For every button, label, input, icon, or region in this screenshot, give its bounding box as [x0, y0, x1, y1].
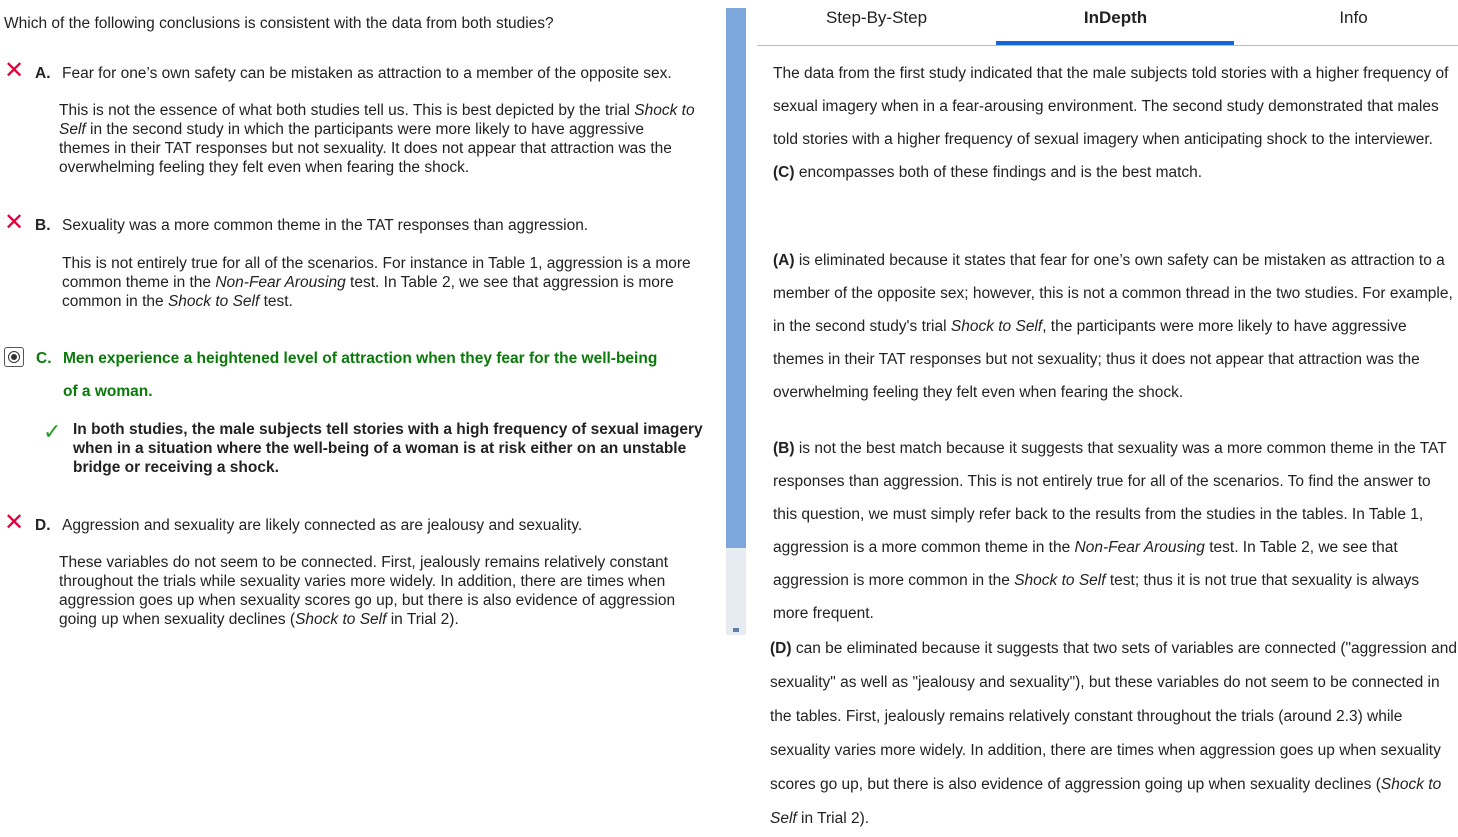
- option-b-explanation: This is not entirely true for all of the scenarios. For instance in Table 1, aggression is a more common theme in the Non-Fear Arousing test. In Table 2, we see that aggression is more common in the Shock to Self test.: [62, 255, 691, 310]
- option-b-letter: B.: [35, 217, 51, 234]
- option-c-letter: C.: [36, 350, 52, 367]
- indepth-paragraph-1: The data from the first study indicated that the male subjects told stories with a higher frequency of sexual imagery when in a fear-arousing environment. The second study demonstrated that males told stories with a higher frequency of sexual imagery when anticipating shock to the interviewer. (C) encompasses both of these findings and is the best match.: [773, 65, 1449, 181]
- option-d-text[interactable]: Aggression and sexuality are likely connected as are jealousy and sexuality.: [62, 517, 583, 534]
- question-panel: [0, 0, 722, 837]
- indepth-paragraph-2: (A) is eliminated because it states that fear for one’s own safety can be mistaken as attraction to a member of the opposite sex; however, this is not a common thread in the two studies. For example, in the second study's trial Shock to Self, the participants were more likely to have aggressive themes in their TAT responses but not sexuality; thus it does not appear that attraction was the overwhelming feeling they felt even when fearing the shock.: [773, 252, 1453, 401]
- checkmark-icon: ✓: [43, 420, 62, 445]
- option-a-text[interactable]: Fear for one’s own safety can be mistaken as attraction to a member of the opposite sex.: [62, 65, 672, 82]
- option-a-letter: A.: [35, 65, 51, 82]
- scroll-down-arrow-icon[interactable]: [733, 628, 739, 632]
- option-c-explanation: In both studies, the male subjects tell stories with a high frequency of sexual imagery when in a situation where the well-being of a woman is at risk either on an unstable bridge or receiving a shock.: [73, 421, 703, 476]
- scrollbar-thumb[interactable]: [726, 8, 746, 548]
- radio-selected-icon[interactable]: [4, 347, 24, 367]
- option-c-text-line1[interactable]: Men experience a heightened level of attraction when they fear for the well-being: [63, 350, 658, 367]
- question-text: Which of the following conclusions is consistent with the data from both studies?: [4, 15, 554, 32]
- tab-step-by-step[interactable]: Step-By-Step: [825, 8, 928, 27]
- radio-ring: [8, 351, 20, 363]
- option-d-letter: D.: [35, 517, 51, 534]
- x-icon: ✕: [4, 508, 25, 536]
- option-c-text-line2[interactable]: of a woman.: [63, 383, 153, 400]
- radio-dot: [11, 354, 17, 360]
- x-icon: ✕: [4, 56, 25, 84]
- x-icon: ✕: [4, 208, 25, 236]
- indepth-paragraph-3: (B) is not the best match because it suggests that sexuality was a more common theme in the TAT responses than aggression. This is not entirely true for all of the scenarios. To find the answer to this question, we must simply refer back to the results from the studies in the tables. In Table 1, aggression is a more common theme in the Non-Fear Arousing test. In Table 2, we see that aggression is more common in the Shock to Self test; thus it is not true that sexuality is always more frequent.: [773, 440, 1447, 622]
- indepth-paragraph-4: (D) can be eliminated because it suggests that two sets of variables are connected ("aggression and sexuality" as well as "jealousy and sexuality"), but these variables do not seem to be connected in the tables. First, jealously remains relatively constant throughout the trials (around 2.3) while sexuality varies more widely. In addition, there are times when aggression goes up when sexuality scores go up, but there is also evidence of aggression going up when sexuality declines (Shock to Self in Trial 2).: [770, 640, 1458, 827]
- option-b-text[interactable]: Sexuality was a more common theme in the TAT responses than aggression.: [62, 217, 589, 234]
- active-tab-indicator: [996, 41, 1234, 45]
- option-a-explanation: This is not the essence of what both studies tell us. This is best depicted by the trial Shock to Self in the second study in which the participants were more likely to have aggressive themes in their TAT responses but not sexuality. It does not appear that attraction was the overwhelming feeling they felt even when fearing the shock.: [59, 102, 695, 176]
- option-d-explanation: These variables do not seem to be connected. First, jealously remains relatively constant throughout the trials while sexuality varies more widely. In addition, there are times when aggression goes up when sexuality scores go up, but there is also evidence of aggression going up when sexuality declines (Shock to Self in Trial 2).: [59, 554, 676, 628]
- tab-bar: [757, 0, 1458, 46]
- tab-info[interactable]: Info: [1339, 8, 1368, 27]
- explanation-panel: [757, 0, 1458, 837]
- tab-indepth[interactable]: InDepth: [1083, 8, 1148, 27]
